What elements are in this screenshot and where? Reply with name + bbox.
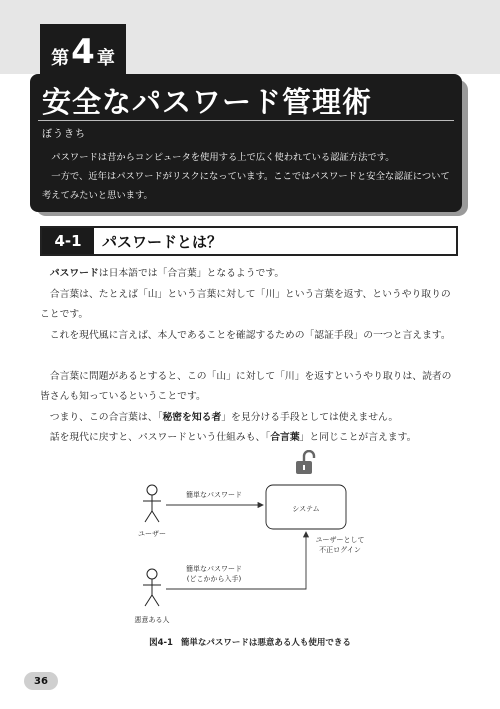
page-number: 36: [24, 672, 58, 690]
chapter-reading: ぼうきち: [42, 129, 86, 140]
chapter-intro: [42, 148, 454, 205]
password-risk-diagram: [100, 445, 420, 630]
section-heading: [40, 226, 458, 256]
term-password: パスワード: [49, 268, 99, 279]
figure-caption: [0, 636, 500, 648]
chapter-suffix: 章: [96, 48, 115, 69]
paragraph-5: つまり、この合言葉は、「秘密を知る者」を見分ける手段としては使えません。: [49, 411, 399, 423]
user-label: ユーザー: [138, 530, 166, 538]
body-text: [40, 264, 460, 449]
section-title: パスワードとは？: [102, 233, 223, 251]
intro-paragraph-1: パスワードは昔からコンピュータを使用する上で広く使われている認証方法です。: [51, 152, 395, 163]
chapter-number: 4: [71, 32, 95, 72]
top-arrow-label: 簡単なパスワード: [186, 491, 242, 499]
chapter-title: 安全なパスワード管理術: [42, 85, 373, 119]
paragraph-6: 話を現代に戻すと、パスワードという仕組みも、「合言葉」と同じことが言えます。: [49, 432, 417, 443]
paragraph-3: これを現代風に言えば、本人であることを確認するための「認証手段」の一つと言えます。: [49, 329, 451, 341]
paragraph-gap: [40, 346, 460, 367]
paragraph-1: パスワードは日本語では「合言葉」となるようです。: [49, 268, 285, 279]
term-secret-holder: 秘密を知る者: [162, 411, 222, 423]
user-figure-icon: [143, 485, 161, 522]
attacker-label: 悪意ある人: [134, 616, 170, 624]
term-aikotoba: 合言葉: [270, 432, 300, 443]
chapter-title-box: [30, 74, 462, 212]
figure-caption-text: 簡単なパスワードは悪意ある人も使用できる: [180, 638, 351, 648]
paragraph-4: 合言葉に問題があるとすると、この「山」に対して「川」を返すというやり取りは、読者の皆さんも知っているということです。: [40, 370, 452, 402]
login-label-1: ユーザーとして: [315, 536, 365, 544]
attacker-figure-icon: [143, 569, 161, 606]
paragraph-2: 合言葉は、たとえば「山」という言葉に対して「川」という言葉を返す、というやり取りのことです。: [40, 288, 451, 320]
login-label-2: 不正ログイン: [319, 546, 361, 554]
section-number: 4-1: [42, 228, 94, 254]
figure-label: 図4-1: [149, 638, 173, 648]
title-divider: [38, 120, 454, 121]
chapter-tab: [40, 24, 126, 74]
bottom-arrow-label-1: 簡単なパスワード: [186, 565, 242, 573]
intro-paragraph-2: 一方で、近年はパスワードがリスクになっています。ここではパスワードと安全な認証について考えてみたいと思います。: [42, 171, 450, 201]
system-label: システム: [292, 505, 320, 513]
chapter-prefix: 第: [51, 48, 70, 69]
bottom-arrow-label-2: (どこかから入手): [186, 575, 242, 583]
